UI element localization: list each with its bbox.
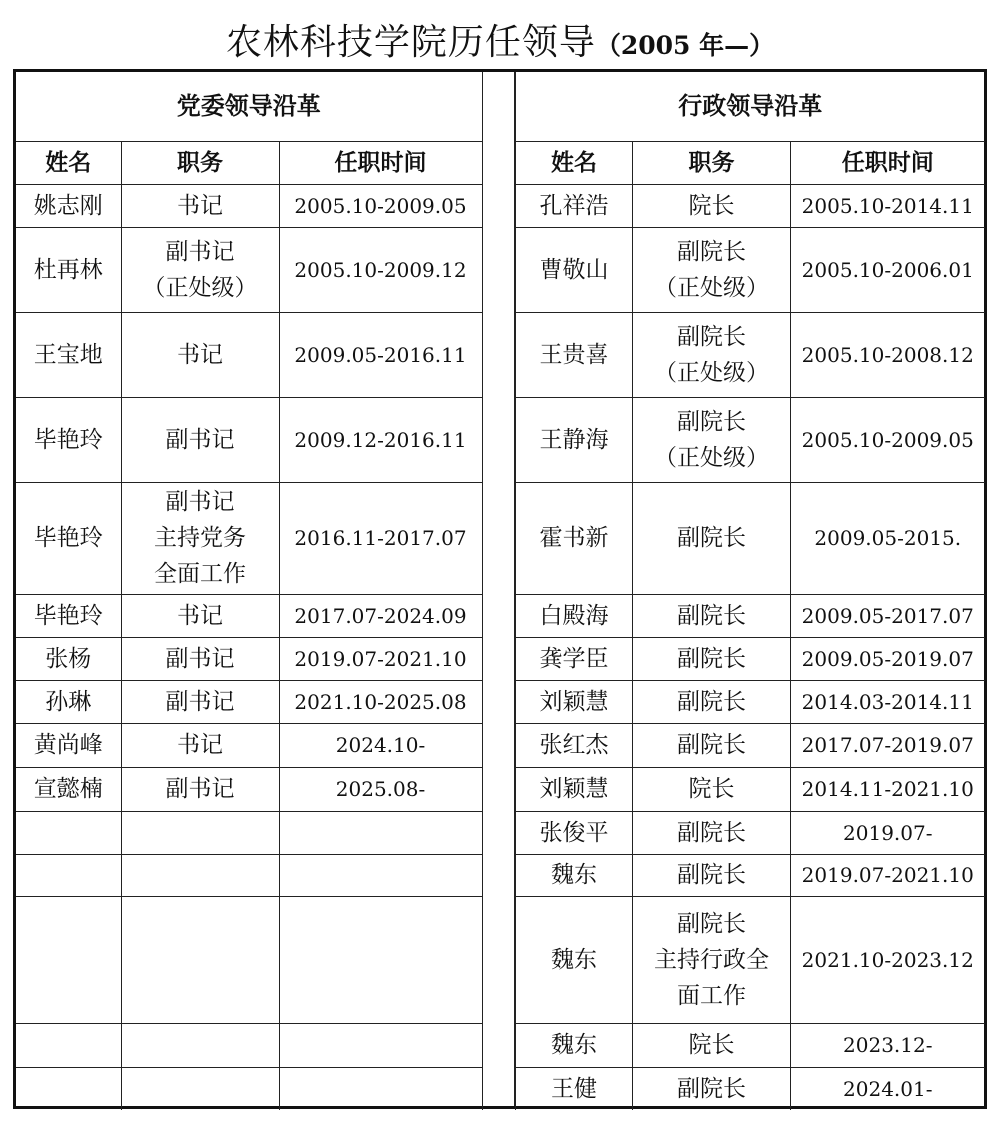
leader-position	[121, 723, 279, 767]
term-period: 2016.11-2017.07	[279, 482, 482, 594]
position-line: （正处级）	[142, 274, 258, 301]
column-header-position: 职务	[121, 141, 279, 184]
table-row	[516, 1067, 985, 1110]
table-row	[16, 312, 482, 397]
leader-name: 杜再林	[16, 227, 121, 312]
leader-name: 黄尚峰	[16, 723, 121, 767]
leader-position	[633, 767, 791, 811]
term-period: 2009.05-2017.07	[791, 594, 985, 637]
term-period: 2014.03-2014.11	[791, 680, 985, 723]
page-title	[0, 14, 1000, 65]
position-line: 书记	[177, 732, 223, 758]
leader-position	[633, 227, 791, 312]
leader-name	[16, 854, 121, 896]
term-period: 2017.07-2019.07	[791, 723, 985, 767]
party-section-title: 党委领导沿革	[16, 72, 482, 141]
leader-name: 孙琳	[16, 680, 121, 723]
leader-position	[633, 482, 791, 594]
leader-position	[121, 227, 279, 312]
leader-name: 刘颖慧	[516, 767, 633, 811]
term-period: 2019.07-2021.10	[279, 637, 482, 680]
leader-position	[633, 680, 791, 723]
leader-position	[121, 896, 279, 1023]
leader-name: 刘颖慧	[516, 680, 633, 723]
table-header-row	[16, 141, 482, 184]
admin-leadership-table	[515, 72, 985, 1110]
position-line: 副书记	[165, 645, 235, 672]
table-row	[16, 767, 482, 811]
position-line: 副书记	[165, 688, 235, 715]
table-row	[516, 767, 985, 811]
leader-name: 张俊平	[516, 811, 633, 854]
leader-name	[16, 811, 121, 854]
term-period: 2021.10-2023.12	[791, 896, 985, 1023]
leader-position	[121, 811, 279, 854]
leader-name: 魏东	[516, 896, 633, 1023]
table-row	[16, 1023, 482, 1067]
term-period	[279, 854, 482, 896]
position-line: 书记	[177, 602, 223, 629]
term-period: 2009.05-2015.	[791, 482, 985, 594]
leader-name	[16, 896, 121, 1023]
leader-name: 霍书新	[516, 482, 633, 594]
column-header-name: 姓名	[516, 141, 633, 184]
position-line: 面工作	[677, 982, 746, 1009]
term-period	[279, 1023, 482, 1067]
position-line: （正处级）	[654, 274, 769, 301]
term-period: 2005.10-2008.12	[791, 312, 985, 397]
leader-name	[16, 1067, 121, 1110]
position-line: 副书记	[165, 489, 235, 515]
position-line: 院长	[688, 776, 735, 802]
position-line: 副书记	[165, 238, 235, 265]
leader-name: 王宝地	[16, 312, 121, 397]
table-row	[516, 811, 985, 854]
term-period: 2005.10-2006.01	[791, 227, 985, 312]
leader-name: 孔祥浩	[516, 184, 633, 227]
leader-name: 白殿海	[516, 594, 633, 637]
table-row	[16, 854, 482, 896]
table-row	[516, 482, 985, 594]
table-row	[16, 397, 482, 482]
position-line: 书记	[177, 192, 223, 219]
party-leadership-table	[16, 72, 483, 1110]
leader-position	[121, 680, 279, 723]
position-line: 副院长	[677, 732, 746, 758]
position-line: （正处级）	[654, 444, 769, 471]
leader-name: 王贵喜	[516, 312, 633, 397]
leader-name: 龚学臣	[516, 637, 633, 680]
column-divider	[482, 72, 515, 1106]
admin-section-title: 行政领导沿革	[516, 72, 985, 141]
table-row	[516, 723, 985, 767]
table-row	[516, 896, 985, 1023]
position-line: 院长	[688, 192, 735, 219]
column-header-position: 职务	[633, 141, 791, 184]
leader-name: 魏东	[516, 1023, 633, 1067]
leader-name: 毕艳玲	[16, 482, 121, 594]
leader-name: 张杨	[16, 637, 121, 680]
leader-name: 曹敬山	[516, 227, 633, 312]
title-sub: （2005 年—）	[595, 31, 775, 60]
leader-position	[633, 723, 791, 767]
position-line: 主持行政全	[654, 946, 769, 973]
leader-name: 宣懿楠	[16, 767, 121, 811]
leader-position	[633, 637, 791, 680]
table-row	[16, 1067, 482, 1110]
leader-name: 毕艳玲	[16, 594, 121, 637]
table-header-row	[516, 141, 985, 184]
term-period: 2005.10-2014.11	[791, 184, 985, 227]
leader-position	[121, 594, 279, 637]
leader-position	[121, 854, 279, 896]
column-header-name: 姓名	[16, 141, 121, 184]
leader-name: 王静海	[516, 397, 633, 482]
leader-name: 毕艳玲	[16, 397, 121, 482]
leader-position	[121, 482, 279, 594]
position-line: 全面工作	[154, 561, 246, 587]
table-row	[516, 397, 985, 482]
title-main: 农林科技学院历任领导	[225, 22, 596, 63]
term-period: 2024.10-	[279, 723, 482, 767]
term-period: 2005.10-2009.12	[279, 227, 482, 312]
table-row	[16, 896, 482, 1023]
position-line: 书记	[177, 341, 223, 368]
leader-position	[633, 594, 791, 637]
term-period: 2009.12-2016.11	[279, 397, 482, 482]
table-row	[516, 680, 985, 723]
table-row	[516, 854, 985, 896]
term-period: 2009.05-2016.11	[279, 312, 482, 397]
term-period: 2021.10-2025.08	[279, 680, 482, 723]
leader-position	[633, 184, 791, 227]
leader-position	[633, 854, 791, 896]
leader-position	[121, 397, 279, 482]
leader-position	[121, 312, 279, 397]
position-line: 副院长	[677, 408, 746, 435]
leader-position	[633, 896, 791, 1023]
term-period: 2024.01-	[791, 1067, 985, 1110]
column-header-period: 任职时间	[279, 141, 482, 184]
leader-name: 魏东	[516, 854, 633, 896]
leader-name: 王健	[516, 1067, 633, 1110]
table-row	[16, 680, 482, 723]
leader-position	[633, 1067, 791, 1110]
table-row	[16, 594, 482, 637]
position-line: 副院长	[677, 688, 746, 715]
table-row	[516, 227, 985, 312]
position-line: 副院长	[677, 910, 746, 937]
leader-position	[633, 1023, 791, 1067]
leader-position	[633, 312, 791, 397]
leader-name	[16, 1023, 121, 1067]
position-line: （正处级）	[654, 359, 769, 386]
leader-position	[121, 767, 279, 811]
leader-position	[633, 397, 791, 482]
position-line: 副院长	[677, 238, 746, 265]
term-period: 2025.08-	[279, 767, 482, 811]
leader-position	[121, 637, 279, 680]
term-period: 2019.07-2021.10	[791, 854, 985, 896]
leader-position	[633, 811, 791, 854]
table-row	[516, 1023, 985, 1067]
table-row	[516, 312, 985, 397]
table-row	[16, 811, 482, 854]
leader-name: 姚志刚	[16, 184, 121, 227]
leadership-table-frame	[13, 69, 987, 1109]
position-line: 副书记	[165, 776, 235, 802]
table-row	[516, 594, 985, 637]
term-period	[279, 896, 482, 1023]
leader-position	[121, 1023, 279, 1067]
term-period: 2019.07-	[791, 811, 985, 854]
position-line: 副院长	[677, 645, 746, 672]
leader-name: 张红杰	[516, 723, 633, 767]
term-period: 2009.05-2019.07	[791, 637, 985, 680]
term-period	[279, 811, 482, 854]
term-period: 2005.10-2009.05	[279, 184, 482, 227]
leader-position	[121, 1067, 279, 1110]
position-line: 副院长	[677, 1075, 746, 1102]
table-row	[516, 637, 985, 680]
table-row	[16, 482, 482, 594]
position-line: 副院长	[677, 862, 746, 888]
position-line: 主持党务	[154, 525, 246, 551]
position-line: 副院长	[677, 323, 746, 350]
term-period: 2023.12-	[791, 1023, 985, 1067]
term-period: 2014.11-2021.10	[791, 767, 985, 811]
table-row	[16, 184, 482, 227]
column-header-period: 任职时间	[791, 141, 985, 184]
table-row	[16, 227, 482, 312]
leader-position	[121, 184, 279, 227]
table-row	[516, 184, 985, 227]
term-period: 2017.07-2024.09	[279, 594, 482, 637]
position-line: 副书记	[165, 426, 235, 453]
position-line: 副院长	[677, 525, 746, 551]
term-period: 2005.10-2009.05	[791, 397, 985, 482]
position-line: 副院长	[677, 602, 746, 629]
position-line: 副院长	[677, 819, 746, 846]
table-row	[16, 637, 482, 680]
position-line: 院长	[688, 1032, 735, 1058]
table-row	[16, 723, 482, 767]
term-period	[279, 1067, 482, 1110]
